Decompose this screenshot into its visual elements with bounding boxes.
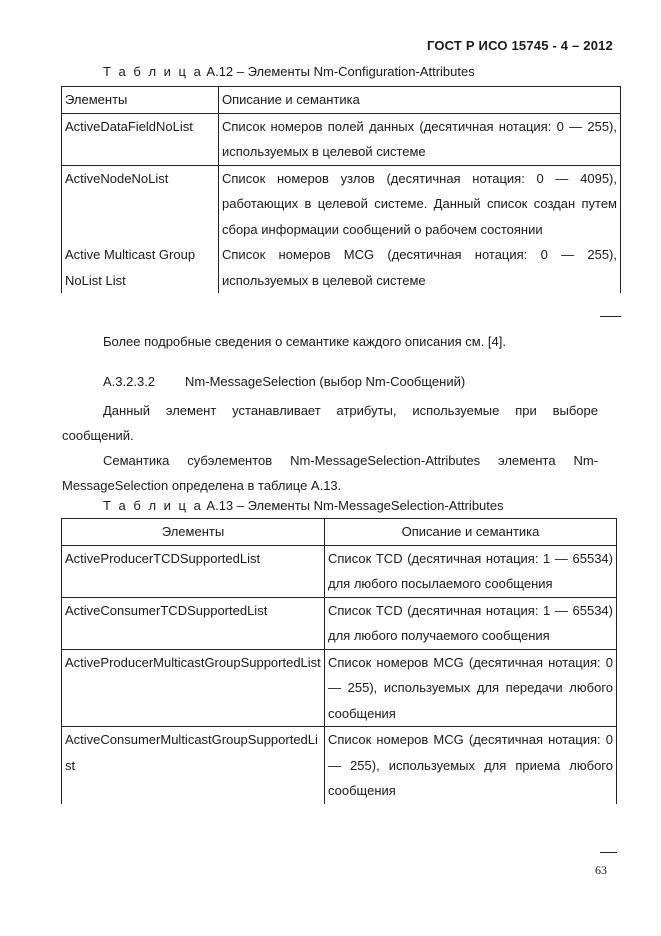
table-caption-prefix: Т а б л и ц а: [103, 498, 203, 513]
section-title: Nm-MessageSelection (выбор Nm-Сообщений): [185, 374, 466, 389]
document-header: ГОСТ Р ИСО 15745 - 4 – 2012: [426, 38, 613, 53]
table-caption-text: А.12 – Элементы Nm-Configuration-Attributes: [202, 64, 475, 79]
element-name: ActiveProducerTCDSupportedList: [62, 545, 325, 597]
element-description: Список номеров MCG (десятичная нотация: 0 — 255), используемых для передачи любого сообщения: [325, 649, 617, 727]
element-description: Список номеров MCG (десятичная нотация: 0 — 255), используемых в целевой системе: [219, 242, 621, 293]
element-name: ActiveNodeNoList: [62, 165, 219, 242]
column-header-elements: Элементы: [62, 519, 325, 546]
table-row: [62, 165, 621, 242]
table-header-row: [62, 87, 621, 114]
element-description: Список номеров MCG (десятичная нотация: 0 — 255), используемых для приема любого сообщения: [325, 727, 617, 804]
section-number: А.3.2.3.2: [103, 374, 156, 389]
table-row: [62, 727, 617, 804]
table-row: [62, 597, 617, 649]
table-end-mark: [600, 316, 621, 317]
element-description: Список TCD (десятичная нотация: 1 — 65534) для любого получаемого сообщения: [325, 597, 617, 649]
element-name: ActiveConsumerMulticastGroupSupportedList: [62, 727, 325, 804]
table-caption-text: А.13 – Элементы Nm-MessageSelection-Attributes: [202, 498, 504, 513]
section-heading: [103, 374, 465, 389]
paragraph: Данный элемент устанавливает атрибуты, используемые при выборе сообщений.: [62, 403, 598, 443]
paragraph: Более подробные сведения о семантике каждого описания см. [4].: [103, 334, 506, 349]
table-a13-caption: [103, 498, 504, 513]
element-name: ActiveConsumerTCDSupportedList: [62, 597, 325, 649]
element-description: Список TCD (десятичная нотация: 1 — 65534) для любого посылаемого сообщения: [325, 545, 617, 597]
table-a12-caption: [103, 64, 475, 79]
element-description: Список номеров полей данных (десятичная нотация: 0 — 255), используемых в целевой системе: [219, 113, 621, 165]
element-name: Active Multicast Group NoList List: [62, 242, 219, 293]
element-description: Список номеров узлов (десятичная нотация: 0 — 4095), работающих в целевой системе. Данный список создан путем сбора информации сообщений о рабочем состоянии: [219, 165, 621, 242]
column-header-description: Описание и семантика: [219, 87, 621, 114]
table-caption-prefix: Т а б л и ц а: [103, 64, 203, 79]
column-header-description: Описание и семантика: [325, 519, 617, 546]
table-end-mark: [600, 852, 617, 853]
table-row: [62, 649, 617, 727]
table-header-row: [62, 519, 617, 546]
element-name: ActiveDataFieldNoList: [62, 113, 219, 165]
table-row: [62, 242, 621, 293]
page-number: 63: [595, 863, 607, 877]
paragraph: Семантика субэлементов Nm-MessageSelection-Attributes элемента Nm-MessageSelection определена в таблице А.13.: [62, 453, 598, 493]
element-name: ActiveProducerMulticastGroupSupportedList: [62, 649, 325, 727]
column-header-elements: Элементы: [62, 87, 219, 114]
table-row: [62, 545, 617, 597]
table-row: [62, 113, 621, 165]
table-a12: [61, 86, 621, 293]
table-a13: [61, 518, 617, 804]
